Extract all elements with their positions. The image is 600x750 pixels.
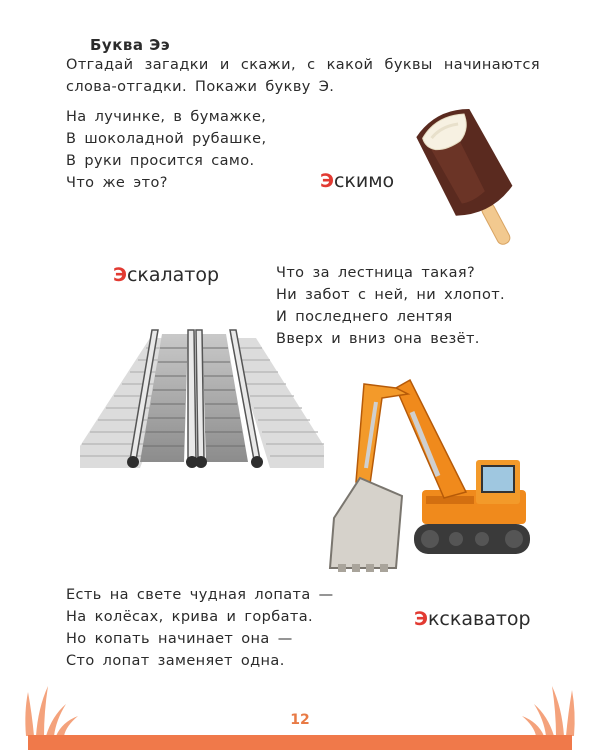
- riddle-line: Что за лестница такая?: [276, 265, 476, 281]
- riddle-line: В шоколадной рубашке,: [66, 131, 267, 147]
- riddle-eskimo: [66, 106, 266, 194]
- riddle-excavator: [66, 584, 334, 672]
- answer-excavator: [414, 608, 531, 630]
- answer-eskimo: [320, 170, 394, 192]
- instruction-text: Отгадай загадки и скажи, с какой буквы начинаются слова-отгадки. Покажи букву Э.: [66, 57, 540, 95]
- page-number: 12: [290, 712, 310, 728]
- footer-band: [28, 735, 572, 750]
- answer-first-letter: Э: [320, 170, 334, 192]
- answer-first-letter: Э: [113, 264, 127, 286]
- riddle-line: Сто лопат заменяет одна.: [66, 653, 285, 669]
- riddle-line: Ни забот с ней, ни хлопот.: [276, 287, 506, 303]
- riddle-line: Но копать начинает она —: [66, 631, 293, 647]
- answer-rest: кскаватор: [427, 608, 531, 630]
- eskimo-ice-cream-illustration: [408, 96, 534, 256]
- answer-first-letter: Э: [414, 608, 428, 630]
- riddle-line: И последнего лентяя: [276, 309, 453, 325]
- riddle-line: Что же это?: [66, 175, 168, 191]
- answer-rest: скимо: [333, 170, 395, 192]
- answer-rest: скалатор: [126, 264, 220, 286]
- riddle-line: На колёсах, крива и горбата.: [66, 609, 313, 625]
- page-title: Буква Ээ: [90, 36, 171, 54]
- riddle-line: В руки просится само.: [66, 153, 255, 169]
- excavator-illustration: [326, 372, 532, 578]
- riddle-line: На лучинке, в бумажке,: [66, 109, 267, 125]
- escalator-illustration: [80, 328, 324, 478]
- riddle-line: Вверх и вниз она везёт.: [276, 331, 480, 347]
- riddle-line: Есть на свете чудная лопата —: [66, 587, 334, 603]
- answer-escalator: [113, 264, 219, 286]
